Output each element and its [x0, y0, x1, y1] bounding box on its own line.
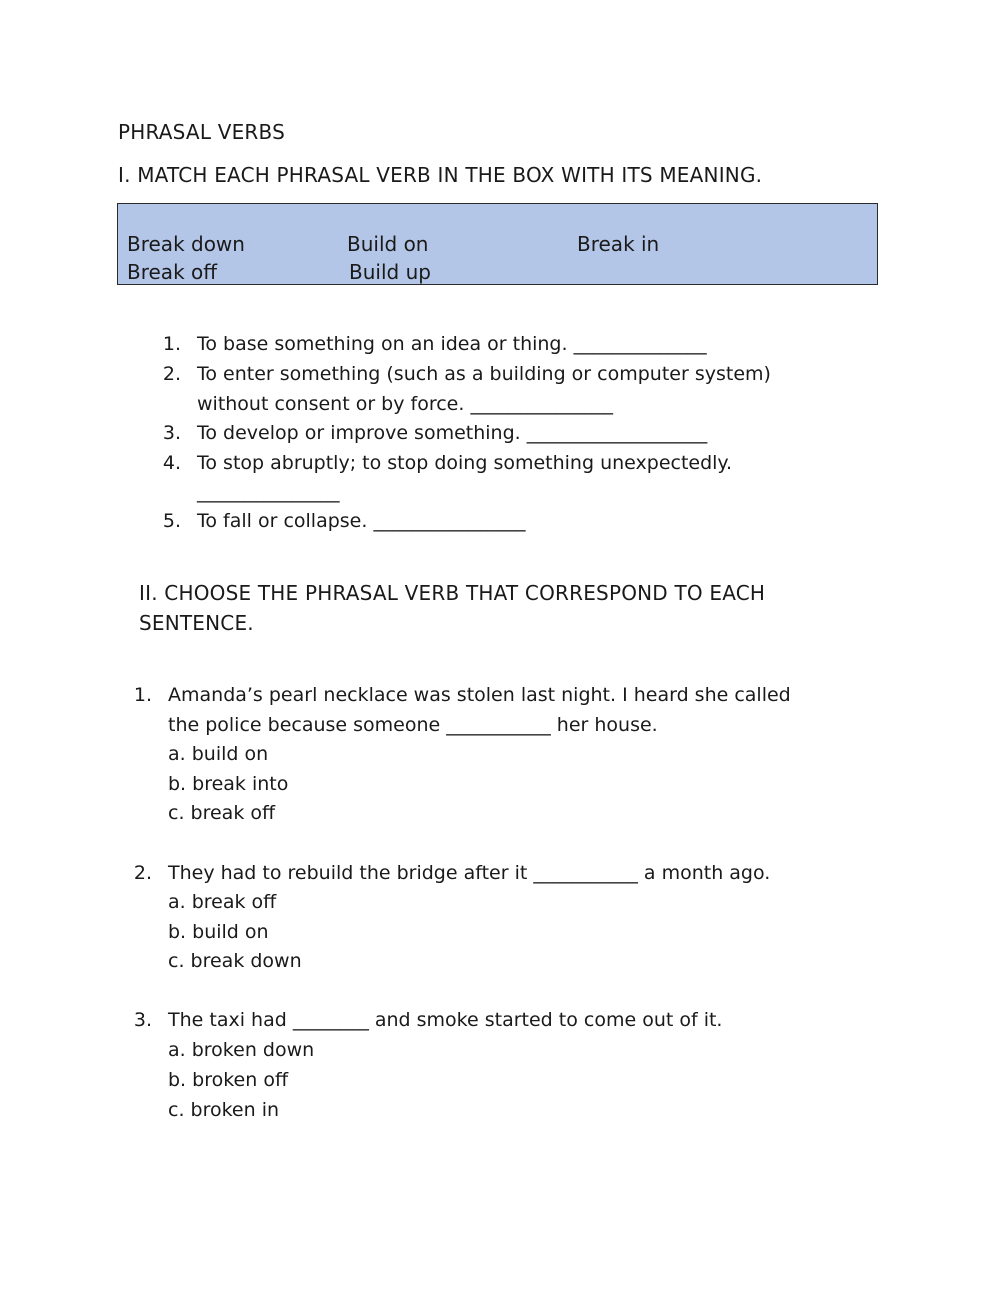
answer-option: b. build on [168, 921, 269, 943]
answer-option: c. break down [168, 950, 302, 972]
box-word: Break off [127, 260, 218, 284]
box-word: Build up [349, 260, 431, 284]
list-item: To develop or improve something. ___________________ [197, 422, 708, 444]
question-text: The taxi had ________ and smoke started to come out of it. [168, 1009, 723, 1031]
answer-option: a. build on [168, 743, 269, 765]
section-2-heading: II. CHOOSE THE PHRASAL VERB THAT CORRESPOND TO EACH [139, 581, 766, 605]
question-number: 3. [133, 1009, 152, 1031]
page-title: PHRASAL VERBS [118, 120, 285, 144]
list-number: 4. [162, 452, 181, 474]
answer-option: b. broken off [168, 1069, 289, 1091]
section-1-heading: I. MATCH EACH PHRASAL VERB IN THE BOX WITH ITS MEANING. [118, 163, 763, 187]
answer-option: c. break off [168, 802, 276, 824]
answer-option: a. break off [168, 891, 277, 913]
answer-option: a. broken down [168, 1039, 315, 1061]
question-number: 2. [133, 862, 152, 884]
phrasal-verb-box [117, 203, 878, 285]
list-number: 5. [162, 510, 181, 532]
list-item-continued: without consent or by force. _______________ [197, 393, 613, 415]
box-word: Break down [127, 232, 245, 256]
list-item-continued: _______________ [197, 481, 340, 503]
box-word: Break in [577, 232, 660, 256]
list-number: 3. [162, 422, 181, 444]
answer-option: c. broken in [168, 1099, 280, 1121]
question-text: Amanda’s pearl necklace was stolen last night. I heard she called [168, 684, 791, 706]
question-text-continued: the police because someone ___________ her house. [168, 714, 658, 736]
box-word: Build on [347, 232, 429, 256]
list-item: To stop abruptly; to stop doing something unexpectedly. [197, 452, 733, 474]
answer-option: b. break into [168, 773, 289, 795]
list-number: 2. [162, 363, 181, 385]
list-number: 1. [162, 333, 181, 355]
list-item: To enter something (such as a building or computer system) [197, 363, 771, 385]
list-item: To fall or collapse. ________________ [197, 510, 526, 532]
question-text: They had to rebuild the bridge after it ___________ a month ago. [168, 862, 771, 884]
question-number: 1. [133, 684, 152, 706]
list-item: To base something on an idea or thing. ______________ [197, 333, 707, 355]
section-2-heading-continued: SENTENCE. [139, 611, 254, 635]
